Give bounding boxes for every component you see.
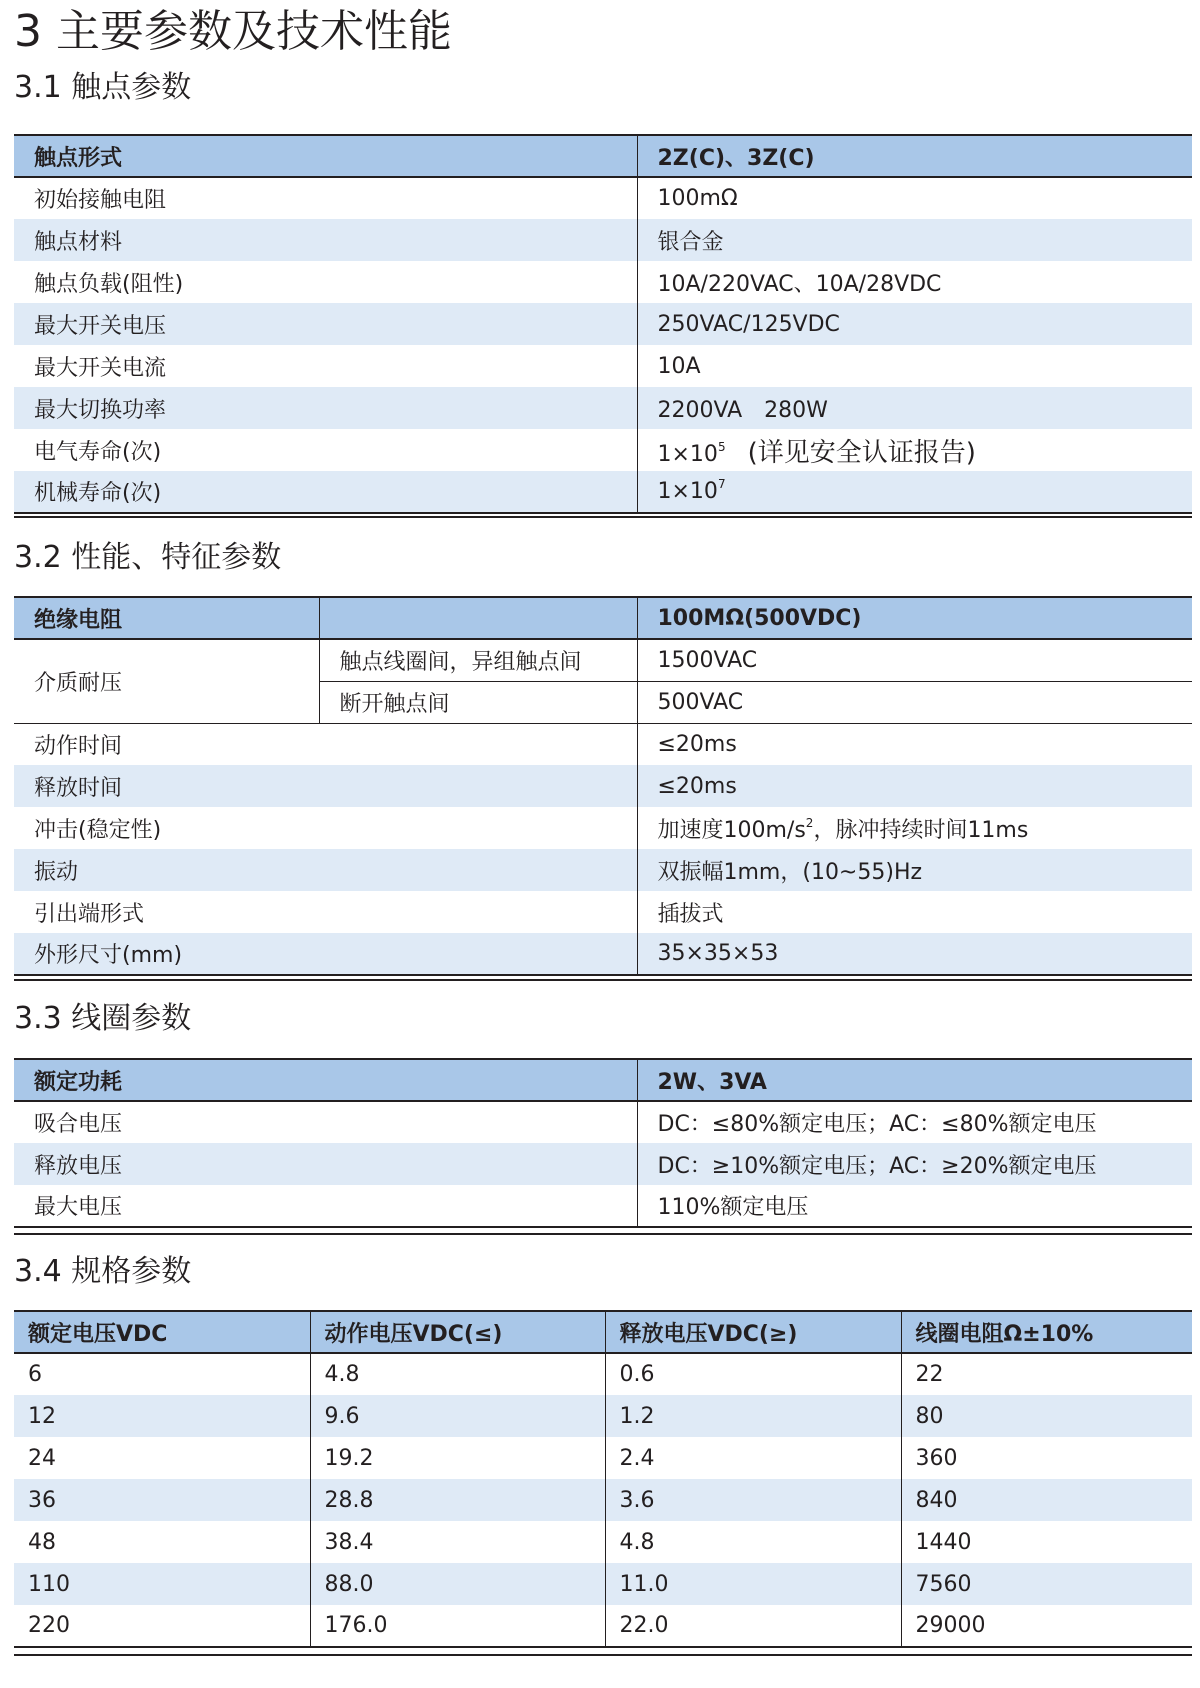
param-label: 最大电压 [14,1185,637,1227]
param-label: 释放电压 [14,1143,637,1185]
table-bottom-rule [14,516,1192,518]
contact-parameters-table [14,134,1192,514]
param-label: 吸合电压 [34,1112,123,1137]
life-base: 1×10 [657,441,718,467]
life-note: (详见安全认证报告) [747,437,976,468]
release-voltage-cell: 22.0 [605,1605,901,1647]
table-row [14,1353,1192,1395]
table-header-row [14,1311,1192,1353]
release-voltage-cell: 1.2 [605,1395,901,1437]
pickup-voltage-cell: 176.0 [310,1605,605,1647]
section-heading-performance: 3.2 性能、特征参数 [14,540,282,575]
table-bottom-rule [14,979,1192,981]
param-value: 110%额定电压 [637,1185,1192,1227]
param-label: 引出端形式 [34,901,145,927]
release-voltage-cell: 2.4 [605,1437,901,1479]
specification-table [14,1310,1192,1648]
coil-resistance-cell: 360 [901,1437,1192,1479]
table-row [14,219,1192,261]
table-row [14,177,1192,219]
rated-voltage-cell: 6 [28,1362,42,1387]
table-row [14,1605,1192,1647]
param-value [637,471,1192,513]
table-row [14,891,1192,933]
table-row [14,1437,1192,1479]
table-bottom-rule [14,1654,1192,1656]
life-exponent: 5 [717,439,726,454]
param-value: 双振幅1mm，(10~55)Hz [637,849,1192,891]
rated-voltage-cell: 12 [14,1395,310,1437]
param-value: DC：≤80%额定电压；AC：≤80%额定电压 [637,1101,1192,1143]
shock-pre: 加速度100m/s [657,817,806,843]
header-cell: 2W、3VA [637,1059,1192,1101]
param-value: ≤20ms [637,723,1192,765]
param-value [637,429,1192,471]
table-row [14,261,1192,303]
table-row [14,1395,1192,1437]
coil-resistance-cell: 29000 [901,1605,1192,1647]
coil-resistance-cell: 840 [901,1479,1192,1521]
param-label: 介质耐压 [14,639,319,723]
param-value [637,807,1192,849]
param-label: 最大开关电压 [14,303,637,345]
pickup-voltage-cell: 4.8 [310,1353,605,1395]
release-voltage-cell: 4.8 [605,1521,901,1563]
header-cell: 额定电压VDC [14,1311,310,1353]
release-voltage-cell: 3.6 [605,1479,901,1521]
param-value: DC：≥10%额定电压；AC：≥20%额定电压 [637,1143,1192,1185]
param-value: 1500VAC [637,639,1192,681]
table-row [14,387,1192,429]
param-sublabel: 断开触点间 [319,681,637,723]
table-row [14,933,1192,975]
header-cell: 100MΩ(500VDC) [637,597,1192,639]
shock-post: ，脉冲持续时间11ms [813,817,1029,843]
table-row [14,303,1192,345]
param-label: 冲击(稳定性) [34,817,162,843]
param-value: 银合金 [637,219,1192,261]
table-row [14,723,1192,765]
table-bottom-rule [14,1233,1192,1235]
param-value: 100mΩ [637,177,1192,219]
param-value: 500VAC [637,681,1192,723]
section-heading-specification: 3.4 规格参数 [14,1254,192,1289]
param-value: 250VAC/125VDC [637,303,1192,345]
rated-voltage-cell: 220 [14,1605,310,1647]
param-label: 动作时间 [34,733,123,759]
param-label: 外形尺寸(mm) [14,933,637,975]
param-sublabel: 触点线圈间，异组触点间 [319,639,637,681]
header-cell: 触点形式 [14,135,637,177]
table-row [14,849,1192,891]
param-label: 初始接触电阻 [34,188,167,213]
shock-exponent: 2 [805,815,814,830]
table-row [14,1101,1192,1143]
param-value: 35×35×53 [637,933,1192,975]
pickup-voltage-cell: 28.8 [310,1479,605,1521]
rated-voltage-cell: 36 [14,1479,310,1521]
rated-voltage-cell: 110 [14,1563,310,1605]
table-row [14,429,1192,471]
table-row [14,807,1192,849]
pickup-voltage-cell: 88.0 [310,1563,605,1605]
page-title: 3 主要参数及技术性能 [14,6,452,57]
param-value: 插拔式 [637,891,1192,933]
coil-resistance-cell: 7560 [901,1563,1192,1605]
header-cell: 额定功耗 [14,1059,637,1101]
param-value: 10A/220VAC、10A/28VDC [637,261,1192,303]
coil-resistance-cell: 22 [901,1353,1192,1395]
rated-voltage-cell: 24 [28,1445,56,1471]
release-voltage-cell: 11.0 [605,1563,901,1605]
table-row [14,1563,1192,1605]
table-row [14,1479,1192,1521]
life-base: 1×10 [657,479,718,504]
table-row [14,1521,1192,1563]
release-voltage-cell: 0.6 [605,1353,901,1395]
header-cell: 释放电压VDC(≥) [605,1311,901,1353]
param-value: 2200VA 280W [637,387,1192,429]
param-label: 触点材料 [14,219,637,261]
table-row [14,1185,1192,1227]
rated-voltage-cell: 48 [28,1529,56,1555]
performance-parameters-table [14,596,1192,976]
table-row [14,471,1192,513]
table-row [14,1143,1192,1185]
table-row [14,765,1192,807]
param-label: 机械寿命(次) [14,471,637,513]
header-cell: 线圈电阻Ω±10% [901,1311,1192,1353]
table-header-row [14,1059,1192,1101]
header-cell: 绝缘电阻 [14,597,319,639]
table-row [14,345,1192,387]
header-cell: 2Z(C)、3Z(C) [637,135,1192,177]
pickup-voltage-cell: 9.6 [310,1395,605,1437]
table-header-row [14,135,1192,177]
param-value: ≤20ms [637,765,1192,807]
coil-parameters-table [14,1058,1192,1228]
table-header-row [14,597,1192,639]
param-value: 10A [637,345,1192,387]
pickup-voltage-cell: 38.4 [310,1521,605,1563]
table-row [14,639,1192,681]
param-label: 释放时间 [14,765,637,807]
section-heading-coil: 3.3 线圈参数 [14,1001,192,1036]
param-label: 最大开关电流 [34,355,167,381]
param-label: 触点负载(阻性) [34,271,184,297]
section-heading-contact: 3.1 触点参数 [14,70,192,105]
header-cell [319,597,637,639]
param-label: 电气寿命(次) [34,439,162,465]
header-cell: 动作电压VDC(≤) [310,1311,605,1353]
param-label: 最大切换功率 [14,387,637,429]
coil-resistance-cell: 80 [901,1395,1192,1437]
life-exponent: 7 [717,477,726,491]
coil-resistance-cell: 1440 [901,1521,1192,1563]
param-label: 振动 [14,849,637,891]
pickup-voltage-cell: 19.2 [310,1437,605,1479]
